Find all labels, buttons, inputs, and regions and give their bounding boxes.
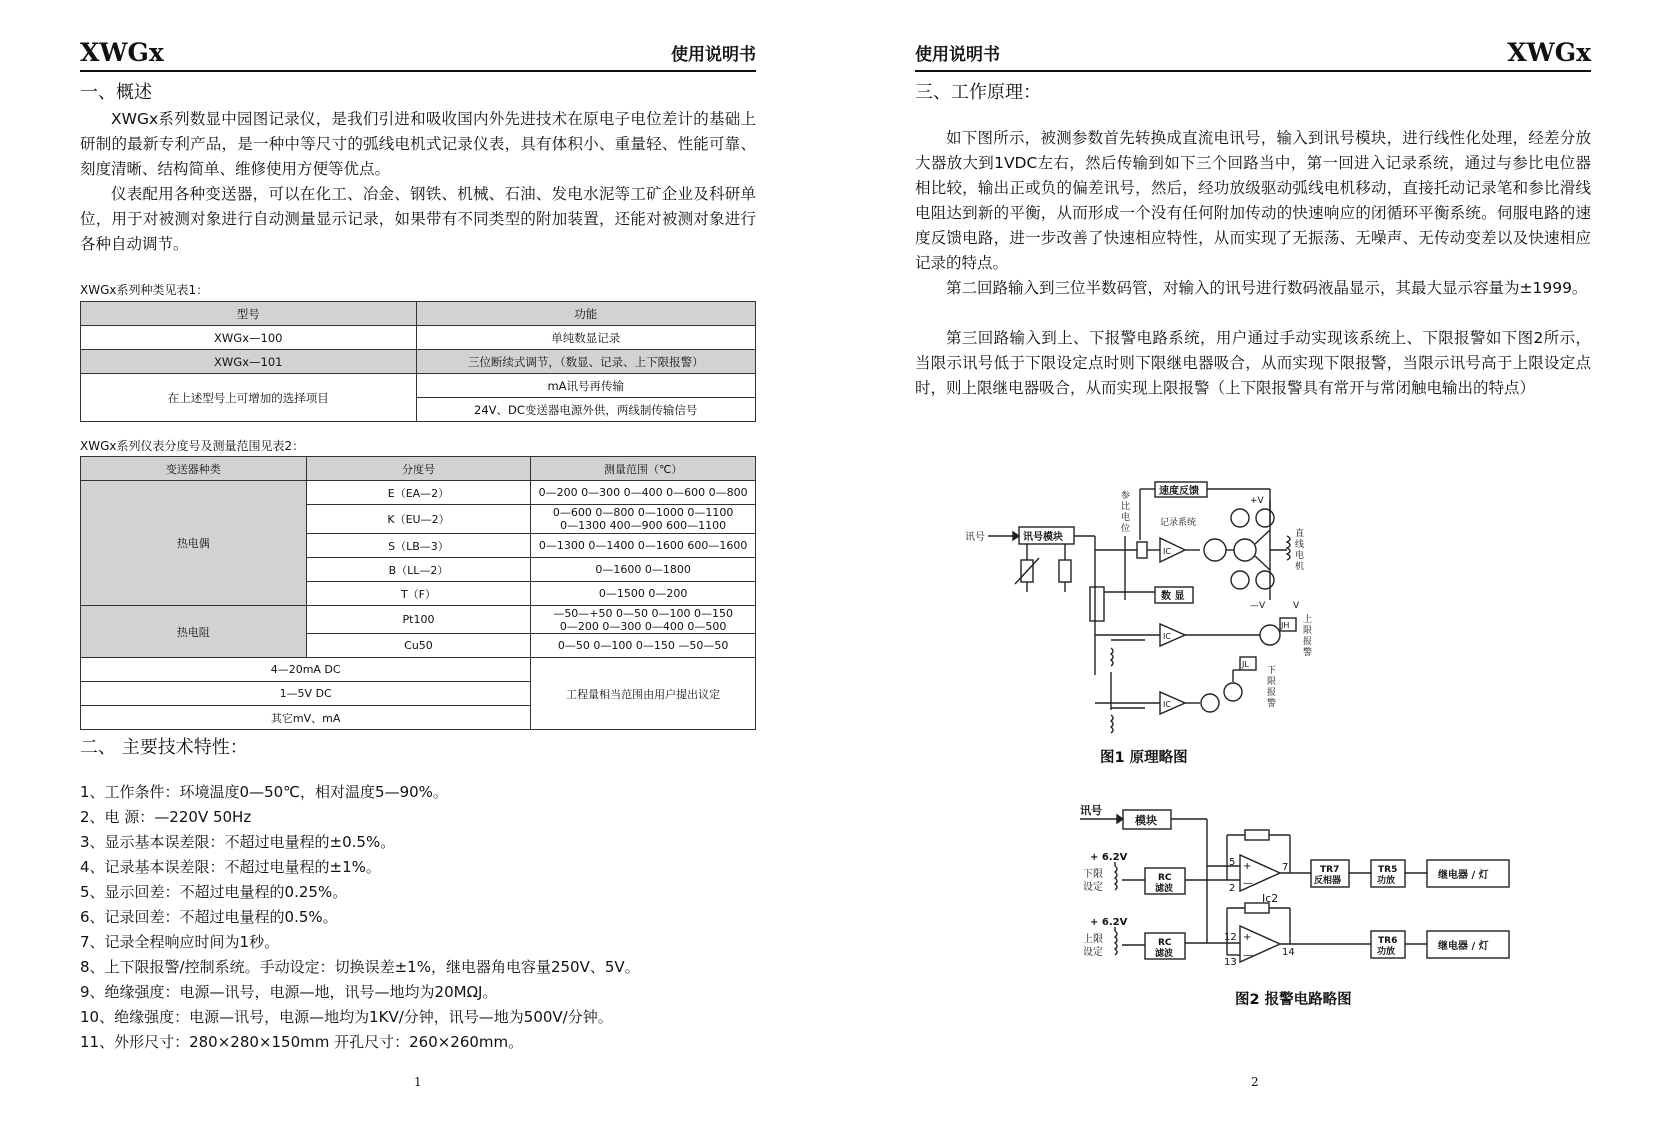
fig2-tr6-text: TR6	[1378, 936, 1398, 946]
fig2-plus-sign: +	[1243, 861, 1252, 872]
fig2-pin: 7	[1282, 862, 1289, 873]
principle-schematic-diagram	[915, 470, 1591, 740]
fig2-upperset-text: 设定	[1083, 947, 1103, 958]
table-cell: 4—20mA DC	[81, 658, 531, 682]
fig1-jh-label: JH	[1281, 621, 1290, 630]
fig1-lower-char: 警	[1267, 699, 1277, 709]
fig2-lowerset-text: 设定	[1083, 882, 1103, 893]
fig2-tr7-text: TR7	[1320, 865, 1340, 875]
fig2-rc-text: 滤波	[1155, 949, 1174, 959]
range-line: 0—200 0—300 0—400 0—500	[559, 619, 727, 633]
overview-paragraph-1: XWGx系列数显中园图记录仪，是我们引进和吸收国内外先进技术在原电子电位差计的基础上研制的最新专利产品，是一种中等尺寸的弧线电机式记录仪表，具有体积小、重量轻、性能可靠、刻度清晰、结构简单、维修使用方便等优点。	[80, 110, 756, 178]
range-line: 0—600 0—800 0—1000 0—1100	[552, 506, 734, 519]
list-item: 2、电 源：—220V 50Hz	[80, 808, 252, 826]
fig2-ic2-label: Ic2	[1262, 892, 1279, 905]
doc-title: 使用说明书	[671, 45, 756, 65]
fig1-ic-label: IC	[1163, 547, 1171, 556]
fig1-motor-char: 线	[1295, 540, 1305, 550]
brand-logo: XWGx	[1507, 38, 1591, 67]
model-table	[80, 301, 756, 422]
fig1-record-label: 记录系统	[1160, 518, 1197, 528]
fig2-pin: 2	[1229, 883, 1236, 894]
figure2-caption: 图2 报警电路略图	[1235, 992, 1352, 1008]
fig2-pin: 12	[1224, 932, 1237, 943]
fig2-tr6-text: 功放	[1377, 947, 1396, 957]
section-title-specs: 二、 主要技术特性：	[80, 737, 248, 758]
table-header: 分度号	[306, 457, 531, 481]
page-number: 2	[1251, 1075, 1259, 1089]
table-header: 变送器种类	[81, 457, 307, 481]
principle-paragraph-3: 第三回路输入到上、下报警电路系统，用户通过手动实现该系统上、下限报警如下图2所示，当限示讯号低于下限设定点时则下限继电器吸合，从而实现下限报警，当限示讯号高于上限设定点时，则上限继电器吸合，从而实现上限报警（上下限报警具有常开与常闭触电输出的特点）	[915, 329, 1591, 397]
spec-list	[80, 780, 640, 1055]
table-cell: mA讯号再传输	[416, 374, 756, 398]
fig1-lower-char: 下	[1267, 666, 1277, 676]
fig1-motor-char: 直	[1295, 529, 1305, 539]
fig1-upper-char: 上	[1303, 615, 1313, 625]
figure1-caption: 图1 原理略图	[1100, 750, 1188, 766]
range-line: 0—1300 400—900 600—1100	[560, 519, 727, 532]
table-cell: T（F）	[306, 582, 531, 606]
table-cell: 0—200 0—300 0—400 0—600 0—800	[531, 481, 756, 505]
table-cell: K（EU—2）	[306, 505, 531, 534]
table-cell: E（EA—2）	[306, 481, 531, 505]
table-cell: Cu50	[306, 634, 531, 658]
page-header	[915, 40, 1591, 72]
section-title-principle: 三、工作原理：	[915, 82, 1041, 103]
table-cell: 工程量相当范围由用户提出议定	[531, 658, 756, 730]
fig2-module-label: 模块	[1135, 814, 1157, 827]
table-cell: 在上述型号上可增加的选择项目	[81, 374, 417, 422]
fig1-plusv-label: +V	[1250, 496, 1264, 506]
page-1	[80, 0, 756, 1122]
fig1-upper-char: 警	[1303, 648, 1313, 658]
fig2-tr5-text: TR5	[1378, 865, 1398, 875]
table1-caption: XWGx系列种类见表1：	[80, 283, 209, 297]
table-cell: S（LB—3）	[306, 534, 531, 558]
range-table	[80, 456, 756, 730]
table-cell: B（LL—2）	[306, 558, 531, 582]
fig2-pin: 13	[1224, 957, 1237, 968]
list-item: 3、显示基本误差限：不超过电量程的±0.5%。	[80, 833, 396, 851]
table-cell: 其它mV、mA	[81, 706, 531, 730]
fig2-signal-label: 讯号	[1080, 804, 1102, 817]
list-item: 9、绝缘强度：电源—讯号，电源—地，讯号—地均为20MΩJ。	[80, 983, 498, 1001]
fig1-ic-label: IC	[1163, 700, 1171, 709]
alarm-circuit-diagram	[915, 800, 1591, 975]
principle-paragraph-1: 如下图所示，被测参数首先转换成直流电讯号，输入到讯号模块，进行线性化处理，经差分放大器放大到1VDC左右，然后传输到如下三个回路当中，第一回进入记录系统，通过与参比电位器相比较，输出正或负的偏差讯号，然后，经功放级驱动弧线电机移动，直接托动记录笔和参比滑线电阻达到新的平衡，从而形成一个没有任何附加传动的快速响应的闭循环平衡系统。伺服电路的速度反馈电路，进一步改善了快速相应特性，从而实现了无振荡、无噪声、无传动变差以及快速相应记录的特点。	[915, 129, 1591, 272]
fig2-rc-text: RC	[1158, 938, 1172, 948]
table-cell: 0—50 0—100 0—150 —50—50	[531, 634, 756, 658]
fig2-rc-text: 滤波	[1155, 884, 1174, 894]
table-cell: 三位断续式调节，（数显、记录、上下限报警）	[416, 350, 756, 374]
list-item: 1、工作条件：环境温度0—50℃，相对温度5—90%。	[80, 783, 448, 801]
fig2-rc-text: RC	[1158, 873, 1172, 883]
fig2-pin: 5	[1229, 857, 1236, 868]
range-line: —50—+50 0—50 0—100 0—150	[553, 606, 733, 620]
list-item: 4、记录基本误差限：不超过电量程的±1%。	[80, 858, 381, 876]
principle-paragraph-2: 第二回路输入到三位半数码管，对输入的讯号进行数码液晶显示，其最大显示容量为±1999。	[946, 279, 1588, 297]
fig1-lower-char: 报	[1267, 688, 1277, 698]
table-cell: 热电偶	[81, 481, 307, 606]
fig1-module-label: 讯号模块	[1023, 532, 1063, 543]
table-cell: 热电阻	[81, 606, 307, 658]
fig1-minusv-label: —V	[1250, 601, 1266, 611]
page-2	[915, 0, 1591, 1122]
page-header	[80, 40, 756, 72]
table-cell: XWGx—101	[81, 350, 417, 374]
fig2-relay-text: 继电器 / 灯	[1438, 870, 1489, 881]
fig1-ic-label: IC	[1163, 632, 1171, 641]
fig2-relay-text: 继电器 / 灯	[1438, 941, 1489, 952]
fig2-minus-sign: —	[1243, 950, 1253, 961]
fig1-motor-char: 电	[1295, 551, 1305, 561]
fig1-ref-char: 比	[1121, 502, 1131, 512]
doc-title: 使用说明书	[915, 45, 1000, 65]
fig2-pin: 14	[1282, 947, 1295, 958]
table-cell: 0—1300 0—1400 0—1600 600—1600	[531, 534, 756, 558]
table-cell: Pt100	[306, 606, 531, 634]
table-cell: XWGx—100	[81, 326, 417, 350]
fig2-voltage-label: + 6.2V	[1090, 852, 1128, 863]
fig1-ref-char: 电	[1121, 513, 1131, 523]
table-header: 功能	[416, 302, 756, 326]
list-item: 10、绝缘强度：电源—讯号，电源—地均为1KV/分钟，讯号—地为500V/分钟。	[80, 1008, 613, 1026]
table-cell	[531, 606, 756, 634]
table-cell	[531, 505, 756, 534]
table-cell: 0—1600 0—1800	[531, 558, 756, 582]
fig1-motor-char: 机	[1295, 562, 1305, 572]
fig1-ref-char: 参	[1121, 491, 1131, 501]
motor-coil	[1287, 536, 1290, 560]
fig2-lowerset-text: 下限	[1083, 869, 1103, 880]
fig2-minus-sign: —	[1243, 878, 1253, 889]
brand-logo: XWGx	[80, 38, 164, 67]
table-cell: 1—5V DC	[81, 682, 531, 706]
fig2-voltage-label: + 6.2V	[1090, 917, 1128, 928]
list-item: 7、记录全程响应时间为1秒。	[80, 933, 280, 951]
fig1-upper-char: 限	[1303, 626, 1313, 636]
fig2-tr7-text: 反相器	[1314, 876, 1342, 886]
fig1-signal-label: 讯号	[965, 532, 985, 543]
table2-caption: XWGx系列仪表分度号及测量范围见表2：	[80, 439, 305, 453]
section-title-overview: 一、概述	[80, 82, 152, 103]
fig1-display-label: 数 显	[1161, 591, 1185, 602]
list-item: 6、记录回差：不超过电量程的0.5%。	[80, 908, 338, 926]
fig1-upper-char: 报	[1303, 637, 1313, 647]
list-item: 11、外形尺寸：280×280×150mm 开孔尺寸：260×260mm。	[80, 1033, 524, 1051]
page-number: 1	[414, 1075, 422, 1089]
fig1-v-label: V	[1293, 601, 1300, 611]
table-header: 型号	[81, 302, 417, 326]
table-cell: 单纯数显记录	[416, 326, 756, 350]
overview-paragraph-2: 仪表配用各种变送器，可以在化工、冶金、钢铁、机械、石油、发电水泥等工矿企业及科研单位，用于对被测对象进行自动测量显示记录，如果带有不同类型的附加装置，还能对被测对象进行各种自动调节。	[80, 185, 756, 253]
list-item: 8、上下限报警/控制系统。手动设定：切换误差±1%，继电器角电容量250V、5V。	[80, 958, 640, 976]
fig2-upperset-text: 上限	[1083, 934, 1103, 945]
fig2-tr5-text: 功放	[1377, 876, 1396, 886]
table-cell: 24V、DC变送器电源外供，两线制传输信号	[416, 398, 756, 422]
table-header: 测量范围（℃）	[531, 457, 756, 481]
fig1-ref-char: 位	[1121, 524, 1131, 534]
fig2-plus-sign: +	[1243, 932, 1252, 943]
table-cell: 0—1500 0—200	[531, 582, 756, 606]
fig1-lower-char: 限	[1267, 677, 1277, 687]
fig1-jl-label: JL	[1242, 660, 1249, 669]
fig1-speed-label: 速度反馈	[1159, 486, 1199, 497]
list-item: 5、显示回差：不超过电量程的0.25%。	[80, 883, 348, 901]
